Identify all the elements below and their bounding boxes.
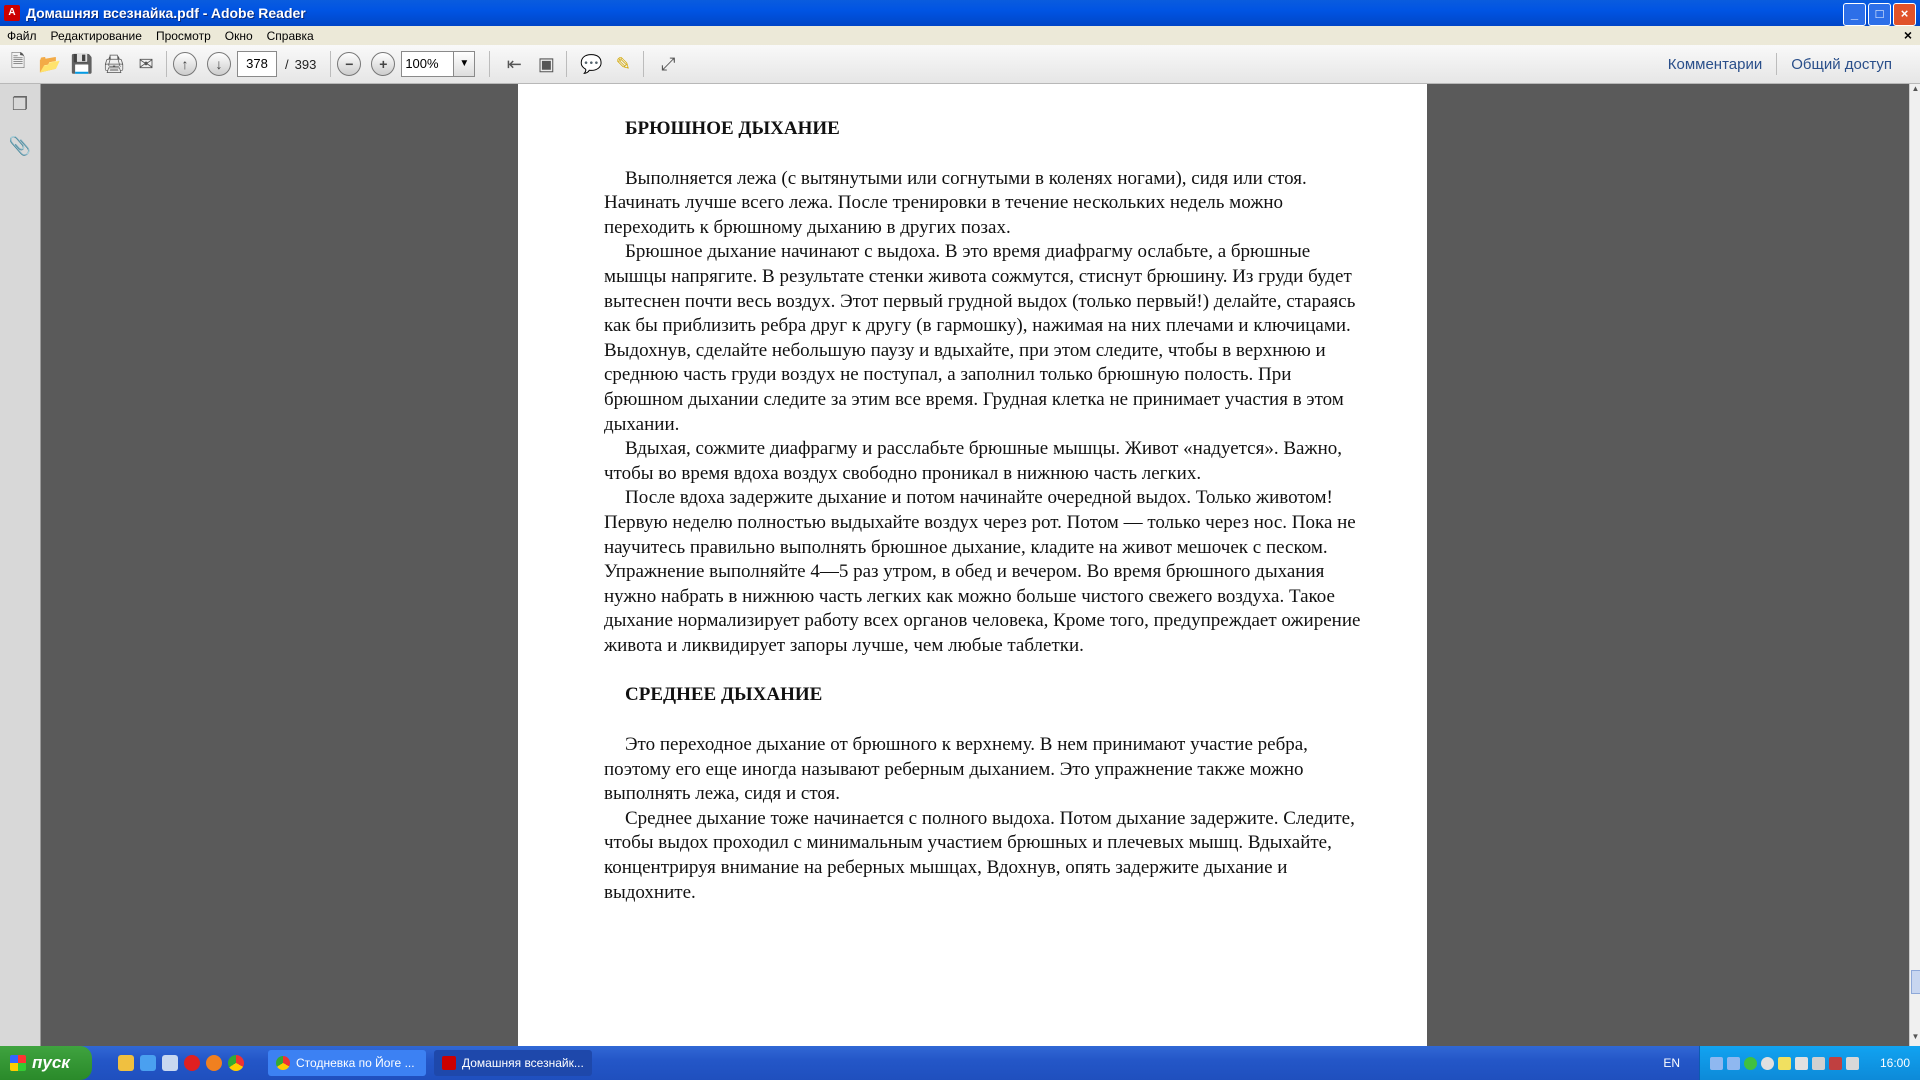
adobe-reader-icon [442, 1056, 456, 1070]
zoom-out-icon[interactable]: − [337, 52, 361, 76]
system-tray [1699, 1046, 1920, 1080]
tray-app-icon[interactable] [1846, 1057, 1859, 1070]
page-separator: / [285, 56, 289, 72]
quick-launch [118, 1055, 244, 1071]
firefox-icon[interactable] [206, 1055, 222, 1071]
main-toolbar [0, 45, 1920, 84]
tray-app-icon[interactable] [1795, 1057, 1808, 1070]
vertical-scrollbar[interactable] [1909, 84, 1920, 1046]
taskbar-item-adobe[interactable] [434, 1050, 592, 1076]
close-button[interactable]: × [1893, 3, 1916, 26]
update-icon[interactable] [1761, 1057, 1774, 1070]
paragraph: Это переходное дыхание от брюшного к верхнему. В нем принимают участие ребра, поэтому его еще иногда называют реберным дыханием. Это упражнение также можно выполнять лежа, сидя и стоя. [604, 734, 1308, 805]
comment-icon[interactable]: 💬 [580, 53, 603, 74]
desktop-icon[interactable] [162, 1055, 178, 1071]
adobe-reader-icon: A [4, 5, 20, 21]
quick-launch-icon[interactable] [118, 1055, 134, 1071]
chrome-icon [276, 1056, 290, 1070]
toolbar-divider [489, 51, 490, 77]
next-page-icon[interactable]: ↓ [207, 52, 231, 76]
print-icon[interactable]: 🖨 [102, 53, 126, 74]
network-icon[interactable] [1710, 1057, 1723, 1070]
section-heading: СРЕДНЕЕ ДЫХАНИЕ [625, 684, 823, 706]
paragraph: Брюшное дыхание начинают с выдоха. В это время диафрагму ослабьте, а брюшные мышцы напрягите. В результате стенки живота сожмутся, стиснут брюшину. Из груди будет вытеснен почти весь воздух. Этот первый грудной выдох (только первый!) делайте, стараясь как бы приблизить ребра друг к другу (в гармошку), нажимая на них плечами и ключицами. Выдохнув, сделайте небольшую паузу и вдыхайте, при этом следите, чтобы в верхнюю и среднюю часть груди воздух не поступал, а заполнил только брюшную полость. При брюшном дыхании следите за этим все время. Грудная клетка не принимает участия в этом дыхании. [604, 241, 1356, 435]
antivirus-icon[interactable] [1744, 1057, 1757, 1070]
scroll-up-icon[interactable]: ▲ [1911, 84, 1920, 93]
task-label: Стодневка по Йоге ... [296, 1056, 415, 1070]
toolbar-divider [166, 51, 167, 77]
start-label: пуск [32, 1053, 70, 1072]
clock[interactable]: 16:00 [1879, 1056, 1910, 1070]
window-controls [1843, 3, 1916, 26]
chevron-down-icon[interactable]: ▼ [454, 51, 475, 77]
previous-page-icon[interactable]: ↑ [173, 52, 197, 76]
expand-icon[interactable]: ⤢ [661, 53, 676, 74]
toolbar-divider [330, 51, 331, 77]
document-area[interactable] [41, 84, 1909, 1046]
share-link[interactable]: Общий доступ [1791, 55, 1892, 73]
total-pages: 393 [294, 56, 317, 72]
page-content [604, 117, 1364, 905]
email-icon[interactable]: ✉ [138, 53, 154, 74]
highlight-icon[interactable]: ✎ [615, 53, 631, 74]
task-label: Домашняя всезнайк... [462, 1056, 584, 1070]
page-number-input[interactable]: 378 [237, 51, 277, 77]
taskbar-item-chrome[interactable] [268, 1050, 426, 1076]
ie-icon[interactable] [140, 1055, 156, 1071]
close-document-button[interactable]: × [1903, 27, 1912, 43]
scroll-thumb[interactable] [1911, 970, 1920, 994]
zoom-in-icon[interactable]: + [371, 52, 395, 76]
menu-help[interactable]: Справка [266, 28, 314, 43]
toolbar-divider [643, 51, 644, 77]
comments-link[interactable]: Комментарии [1667, 55, 1763, 73]
paragraph: Среднее дыхание тоже начинается с полного выдоха. Потом дыхание задержите. Следите, чтобы выдох проходил с минимальным участием брюшных и плечевых мышц. Вдыхайте, концентрируя внимание на реберных мышцах, Вдохнув, опять задержите дыхание и выдохните. [604, 807, 1355, 903]
attachments-icon[interactable]: 📎 [8, 136, 32, 156]
tray-icons [1710, 1057, 1859, 1070]
toolbar-right-links [1654, 45, 1906, 83]
opera-icon[interactable] [184, 1055, 200, 1071]
create-pdf-icon[interactable]: 🗎 [10, 51, 26, 71]
menu-edit[interactable]: Редактирование [50, 28, 142, 43]
navigation-pane [0, 84, 41, 1046]
fit-page-icon[interactable]: ▣ [537, 53, 555, 74]
paragraph: После вдоха задержите дыхание и потом начинайте очередной выдох. Только животом! Первую неделю полностью выдыхайте воздух через рот. Потом — только через нос. Пока не научитесь правильно выполнять брюшное дыхание, кладите на живот мешочек с песком. Упражнение выполняйте 4—5 раз утром, в обед и вечером. Во время брюшного дыхания нужно набрать в нижнюю часть легких как можно больше чистого свежего воздуха. Такое дыхание нормализирует работу всех органов человека, Кроме того, предупреждает ожирение живота и ликвидирует запоры лучше, чем любые таблетки. [604, 487, 1361, 656]
section-heading: БРЮШНОЕ ДЫХАНИЕ [625, 118, 840, 139]
window-title: Домашняя всезнайка.pdf - Adobe Reader [26, 5, 306, 21]
toolbar-divider [566, 51, 567, 77]
title-bar [0, 0, 1920, 26]
scroll-down-icon[interactable]: ▼ [1911, 1032, 1920, 1041]
menu-window[interactable]: Окно [224, 28, 253, 43]
windows-logo-icon [10, 1055, 26, 1071]
maximize-button[interactable]: □ [1868, 3, 1891, 26]
start-button[interactable] [0, 1046, 92, 1080]
menu-bar [0, 26, 1920, 46]
pages-icon[interactable]: ❐ [11, 94, 29, 114]
paragraph: Выполняется лежа (с вытянутыми или согнутыми в коленях ногами), сидя или стоя. Начинать лучше всего лежа. После тренировки в течение нескольких недель можно переходить к брюшному дыханию в других позах. [604, 167, 1307, 238]
pdf-page[interactable] [518, 84, 1427, 1046]
zoom-select[interactable] [401, 51, 475, 77]
zoom-value[interactable]: 100% [401, 51, 454, 77]
chrome-icon[interactable] [228, 1055, 244, 1071]
tray-app-icon[interactable] [1778, 1057, 1791, 1070]
paragraph: Вдыхая, сожмите диафрагму и расслабьте брюшные мышцы. Живот «надуется». Важно, чтобы во время вдоха воздух свободно проникал в нижнюю часть легких. [604, 438, 1342, 484]
open-icon[interactable]: 📂 [38, 53, 62, 74]
minimize-button[interactable]: _ [1843, 3, 1866, 26]
menu-file[interactable]: Файл [7, 28, 37, 43]
network-icon[interactable] [1727, 1057, 1740, 1070]
language-indicator[interactable]: EN [1663, 1056, 1680, 1070]
taskbar [0, 1046, 1920, 1080]
volume-icon[interactable] [1812, 1057, 1825, 1070]
menu-view[interactable]: Просмотр [155, 28, 211, 43]
save-icon[interactable]: 💾 [70, 53, 94, 74]
flag-icon[interactable] [1829, 1057, 1842, 1070]
fit-width-icon[interactable]: ⇤ [506, 53, 522, 74]
